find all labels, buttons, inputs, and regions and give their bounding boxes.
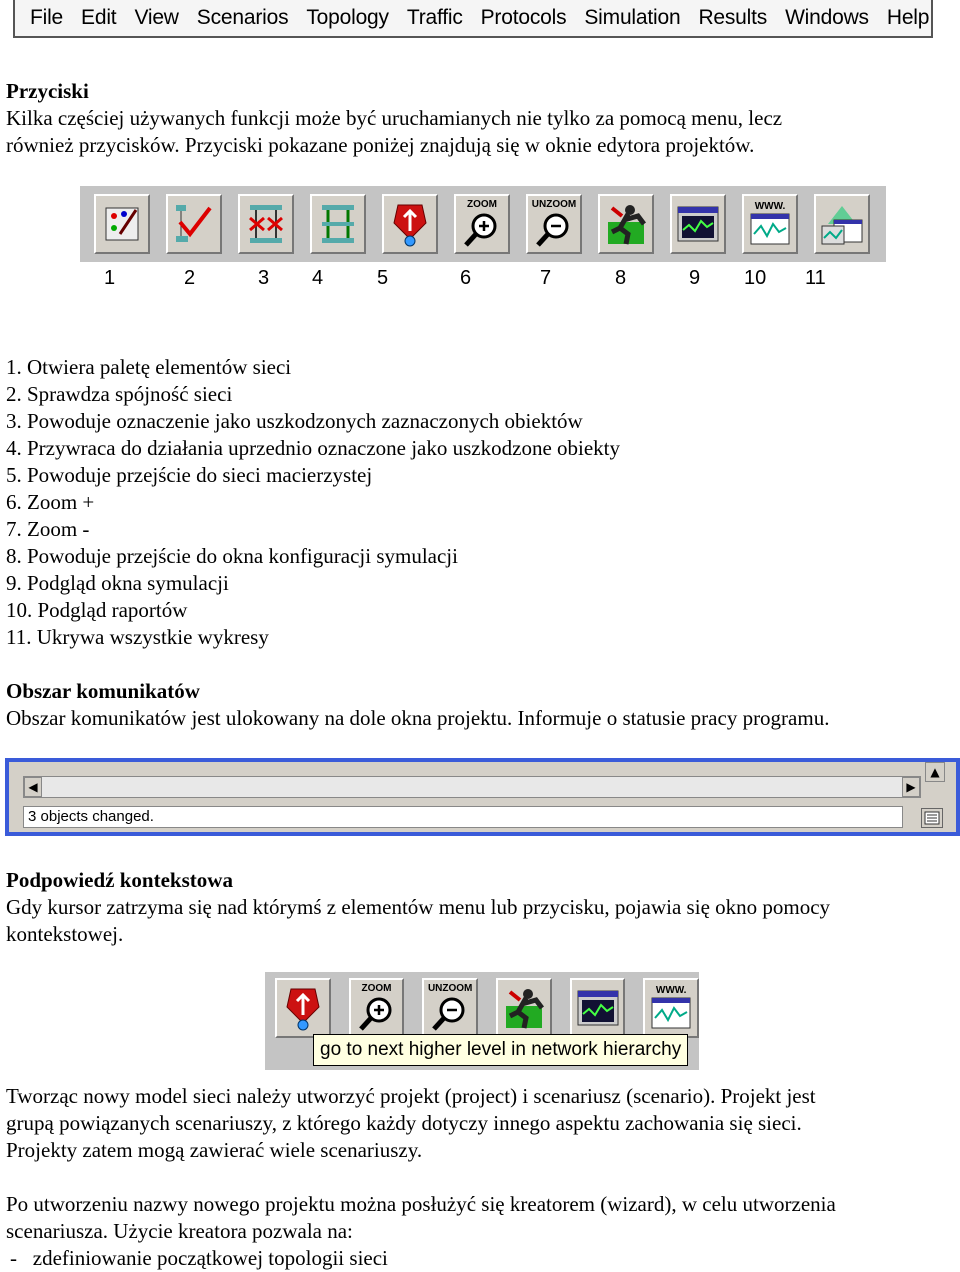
list-item: 4. Przywraca do działania uprzednio oznaczone jako uszkodzone obiekty — [6, 436, 621, 460]
unzoom-label: UNZOOM — [531, 199, 577, 210]
button-number: 1 — [104, 267, 116, 289]
simulation-preview-button[interactable] — [570, 978, 626, 1038]
paragraph-line: Obszar komunikatów jest ulokowany na dole okna projektu. Informuje o statusie pracy programu. — [6, 706, 830, 730]
paragraph-line: Po utworzeniu nazwy nowego projektu można posłużyć się kreatorem (wizard), w celu utworzenia — [6, 1192, 836, 1216]
reports-button[interactable] — [643, 978, 699, 1038]
button-number: 2 — [184, 267, 196, 289]
list-item: 9. Podgląd okna symulacji — [6, 571, 229, 595]
unzoom-label: UNZOOM — [427, 983, 473, 994]
button-number: 11 — [805, 267, 826, 289]
button-number: 10 — [744, 267, 767, 289]
fail-objects-button[interactable] — [238, 194, 294, 254]
list-item: 1. Otwiera paletę elementów sieci — [6, 355, 292, 379]
button-number: 9 — [689, 267, 701, 289]
paragraph-line: kontekstowej. — [6, 922, 124, 946]
sim-window-icon — [676, 205, 720, 243]
zoom-out-icon — [534, 210, 574, 248]
www-label: WWW. — [754, 201, 786, 212]
zoom-out-button[interactable] — [526, 194, 582, 254]
paragraph-line: Gdy kursor zatrzyma się nad którymś z elementów menu lub przycisku, pojawia się okno pomocy — [6, 895, 831, 919]
button-number: 8 — [615, 267, 627, 289]
project-editor-toolbar — [80, 186, 886, 262]
menu-windows[interactable]: Windows — [785, 6, 869, 29]
list-item: 7. Zoom - — [6, 517, 90, 541]
zoom-label: ZOOM — [467, 199, 497, 210]
status-message: 3 objects changed. — [23, 806, 903, 828]
section-title-podpowiedz: Podpowiedź kontekstowa — [6, 868, 233, 892]
check-consistency-button[interactable] — [166, 194, 222, 254]
paragraph-line: Tworząc nowy model sieci należy utworzyć projekt (project) i scenariusz (scenario). Projekt jest — [6, 1084, 816, 1108]
menu-file[interactable]: File — [30, 6, 64, 29]
simulation-config-button[interactable] — [496, 978, 552, 1038]
menu-help[interactable]: Help — [886, 6, 930, 29]
section-title-obszar-komunikatow: Obszar komunikatów — [6, 679, 200, 703]
fail-network-icon — [244, 202, 288, 246]
button-number: 7 — [540, 267, 552, 289]
zoom-label: ZOOM — [361, 983, 392, 994]
list-item: 2. Sprawdza spójność sieci — [6, 382, 233, 406]
recover-network-icon — [316, 202, 360, 246]
menu-simulation[interactable]: Simulation — [584, 6, 681, 29]
paragraph-line: również przycisków. Przyciski pokazane poniżej znajdują się w oknie edytora projektów. — [6, 133, 755, 157]
palette-icon — [102, 204, 142, 244]
menu-results[interactable]: Results — [698, 6, 768, 29]
reports-button[interactable] — [742, 194, 798, 254]
go-to-parent-button[interactable] — [382, 194, 438, 254]
sim-window-icon — [576, 989, 620, 1027]
zoom-in-button[interactable] — [454, 194, 510, 254]
list-item: 5. Powoduje przejście do sieci macierzystej — [6, 463, 373, 487]
palette-button[interactable] — [94, 194, 150, 254]
menu-view[interactable]: View — [134, 6, 179, 29]
menu-scenarios[interactable]: Scenarios — [196, 6, 289, 29]
simulation-config-button[interactable] — [598, 194, 654, 254]
menu-topology[interactable]: Topology — [306, 6, 389, 29]
runner-icon — [604, 202, 648, 246]
simulation-preview-button[interactable] — [670, 194, 726, 254]
list-item: 3. Powoduje oznaczenie jako uszkodzonych zaznaczonych obiektów — [6, 409, 583, 433]
zoom-out-button[interactable] — [422, 978, 478, 1038]
recover-objects-button[interactable] — [310, 194, 366, 254]
message-area — [5, 758, 960, 836]
button-number: 4 — [312, 267, 324, 289]
zoom-out-icon — [430, 994, 470, 1032]
list-item: 10. Podgląd raportów — [6, 598, 188, 622]
parent-level-icon — [390, 201, 430, 247]
button-number: 6 — [460, 267, 472, 289]
paragraph-line: scenariusza. Użycie kreatora pozwala na: — [6, 1219, 353, 1243]
bullet-item: - zdefiniowanie początkowej topologii sieci — [10, 1246, 388, 1270]
zoom-in-button[interactable] — [349, 978, 405, 1038]
paragraph-line: Kilka częściej używanych funkcji może być uruchamianych nie tylko za pomocą menu, lecz — [6, 106, 783, 130]
horizontal-scrollbar[interactable] — [23, 776, 921, 798]
menu-traffic[interactable]: Traffic — [406, 6, 463, 29]
hide-graphs-icon — [820, 202, 864, 246]
scroll-left-icon[interactable]: ◀ — [24, 777, 42, 797]
parent-level-icon — [283, 985, 323, 1031]
button-number: 3 — [258, 267, 270, 289]
paragraph-line: grupą powiązanych scenariuszy, z którego każdy dotyczy innego aspektu zachowania się sieci. — [6, 1111, 802, 1135]
zoom-in-icon — [357, 994, 397, 1032]
menu-protocols[interactable]: Protocols — [480, 6, 567, 29]
context-tooltip: go to next higher level in network hierarchy — [313, 1034, 688, 1066]
section-title-przyciski: Przyciski — [6, 79, 89, 103]
check-network-icon — [172, 202, 216, 246]
message-log-icon[interactable] — [921, 808, 943, 828]
menu-bar — [13, 0, 933, 38]
report-icon — [650, 996, 692, 1030]
list-item: 6. Zoom + — [6, 490, 95, 514]
www-label: WWW. — [655, 985, 687, 996]
zoom-in-icon — [462, 210, 502, 248]
hide-graphs-button[interactable] — [814, 194, 870, 254]
menu-edit[interactable]: Edit — [81, 6, 117, 29]
paragraph-line: Projekty zatem mogą zawierać wiele scenariuszy. — [6, 1138, 423, 1162]
runner-icon — [502, 986, 546, 1030]
go-to-parent-button[interactable] — [275, 978, 331, 1038]
scroll-up-icon[interactable]: ▲ — [925, 762, 945, 782]
report-icon — [749, 212, 791, 246]
scroll-right-icon[interactable]: ▶ — [902, 777, 920, 797]
list-item: 11. Ukrywa wszystkie wykresy — [6, 625, 269, 649]
list-item: 8. Powoduje przejście do okna konfiguracji symulacji — [6, 544, 458, 568]
button-number: 5 — [377, 267, 389, 289]
